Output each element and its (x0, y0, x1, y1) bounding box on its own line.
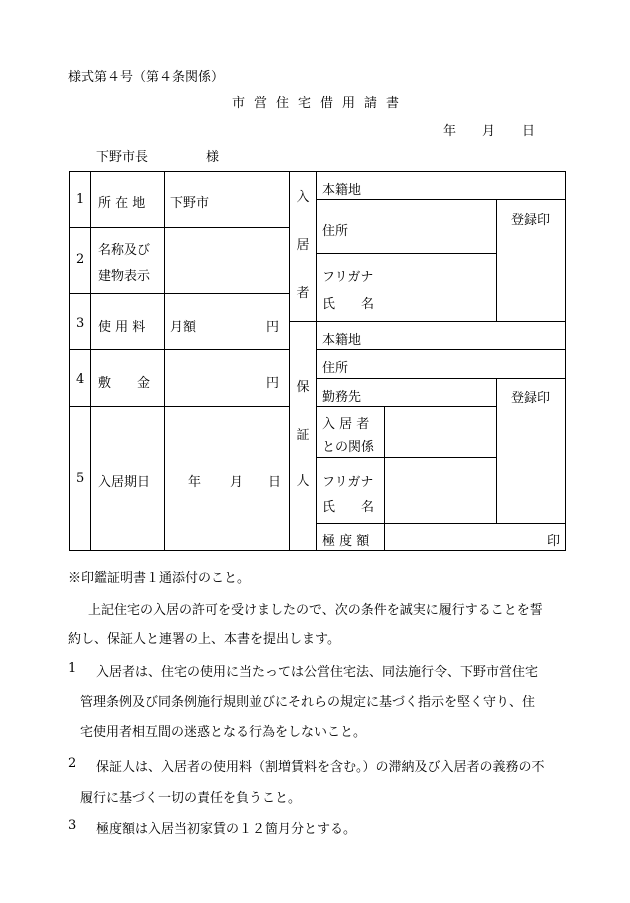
condition-1-number: 1 (68, 661, 77, 676)
row-4-number: 4 (76, 372, 85, 387)
guarantor-workplace-label: 勤務先 (322, 390, 362, 405)
row-4-label: 敷 金 (98, 376, 151, 391)
resident-furigana-label: フリガナ (322, 270, 374, 285)
row-1-value: 下野市 (170, 196, 210, 211)
row-3-label: 使 用 料 (98, 320, 146, 335)
guarantor-section-label: 保 証 人 (296, 380, 310, 489)
resident-honseki-label: 本籍地 (322, 183, 362, 198)
form-number: 様式第４号（第４条関係） (68, 70, 225, 85)
resident-seal-label: 登録印 (511, 213, 551, 228)
resident-name-label: 氏 名 (322, 297, 375, 312)
condition-1-line1: 入居者は、住宅の使用に当たっては公営住宅法、同法施行令、下野市営住宅 (96, 665, 539, 680)
addressee-honorific: 様 (206, 150, 220, 165)
row-4-unit: 円 (266, 376, 280, 391)
condition-1-line2: 管理条例及び同条例施行規則並びにそれらの規定に基づく指示を堅く守り、住 (80, 695, 536, 710)
condition-1-line3: 宅使用者相互間の迷惑となる行為をしないこと。 (80, 725, 367, 740)
attachment-note: ※印鑑証明書１通添付のこと。 (68, 571, 251, 586)
date-year: 年 (443, 124, 457, 139)
addressee-name: 下野市長 (96, 150, 149, 165)
date-month: 月 (482, 124, 496, 139)
guarantor-limit-seal: 印 (547, 534, 561, 549)
row-5-year: 年 (188, 475, 202, 490)
guarantor-name-label: 氏 名 (322, 500, 375, 515)
row-5-day: 日 (268, 475, 282, 490)
document-title: 市営住宅借用請書 (232, 96, 409, 111)
row-1-label: 所 在 地 (98, 196, 146, 211)
row-3-value: 月額 (170, 320, 197, 335)
condition-3-number: 3 (68, 818, 77, 833)
guarantor-address-label: 住所 (322, 361, 349, 376)
condition-3-line1: 極度額は入居当初家賃の１２箇月分とする。 (96, 822, 357, 837)
row-3-unit: 円 (266, 320, 280, 335)
date-day: 日 (522, 124, 536, 139)
guarantor-relation-line2: との関係 (322, 440, 375, 455)
row-2-number: 2 (76, 252, 85, 267)
condition-2-line2: 履行に基づく一切の責任を負うこと。 (80, 791, 302, 806)
row-3-number: 3 (76, 316, 85, 331)
intro-line-1: 上記住宅の入居の許可を受けましたので、次の条件を誠実に履行することを誓 (88, 603, 543, 618)
guarantor-honseki-label: 本籍地 (322, 333, 362, 348)
intro-line-2: 約し、保証人と連署の上、本書を提出します。 (68, 632, 340, 647)
resident-section-label: 入 居 者 (296, 190, 310, 301)
guarantor-relation-line1: 入 居 者 (322, 417, 370, 432)
row-2-label-line1: 名称及び (98, 243, 151, 258)
condition-2-line1: 保証人は、入居者の使用料（割増賃料を含む。）の滞納及び入居者の義務の不 (96, 760, 545, 775)
guarantor-limit-label: 極 度 額 (322, 534, 370, 549)
condition-2-number: 2 (68, 756, 77, 771)
row-1-number: 1 (76, 192, 85, 207)
row-5-month: 月 (230, 475, 244, 490)
resident-address-label: 住所 (322, 224, 349, 239)
row-5-label: 入居期日 (98, 475, 151, 490)
guarantor-furigana-label: フリガナ (322, 475, 374, 490)
row-2-label-line2: 建物表示 (98, 269, 151, 284)
guarantor-seal-label: 登録印 (511, 391, 551, 406)
row-5-number: 5 (76, 471, 85, 486)
